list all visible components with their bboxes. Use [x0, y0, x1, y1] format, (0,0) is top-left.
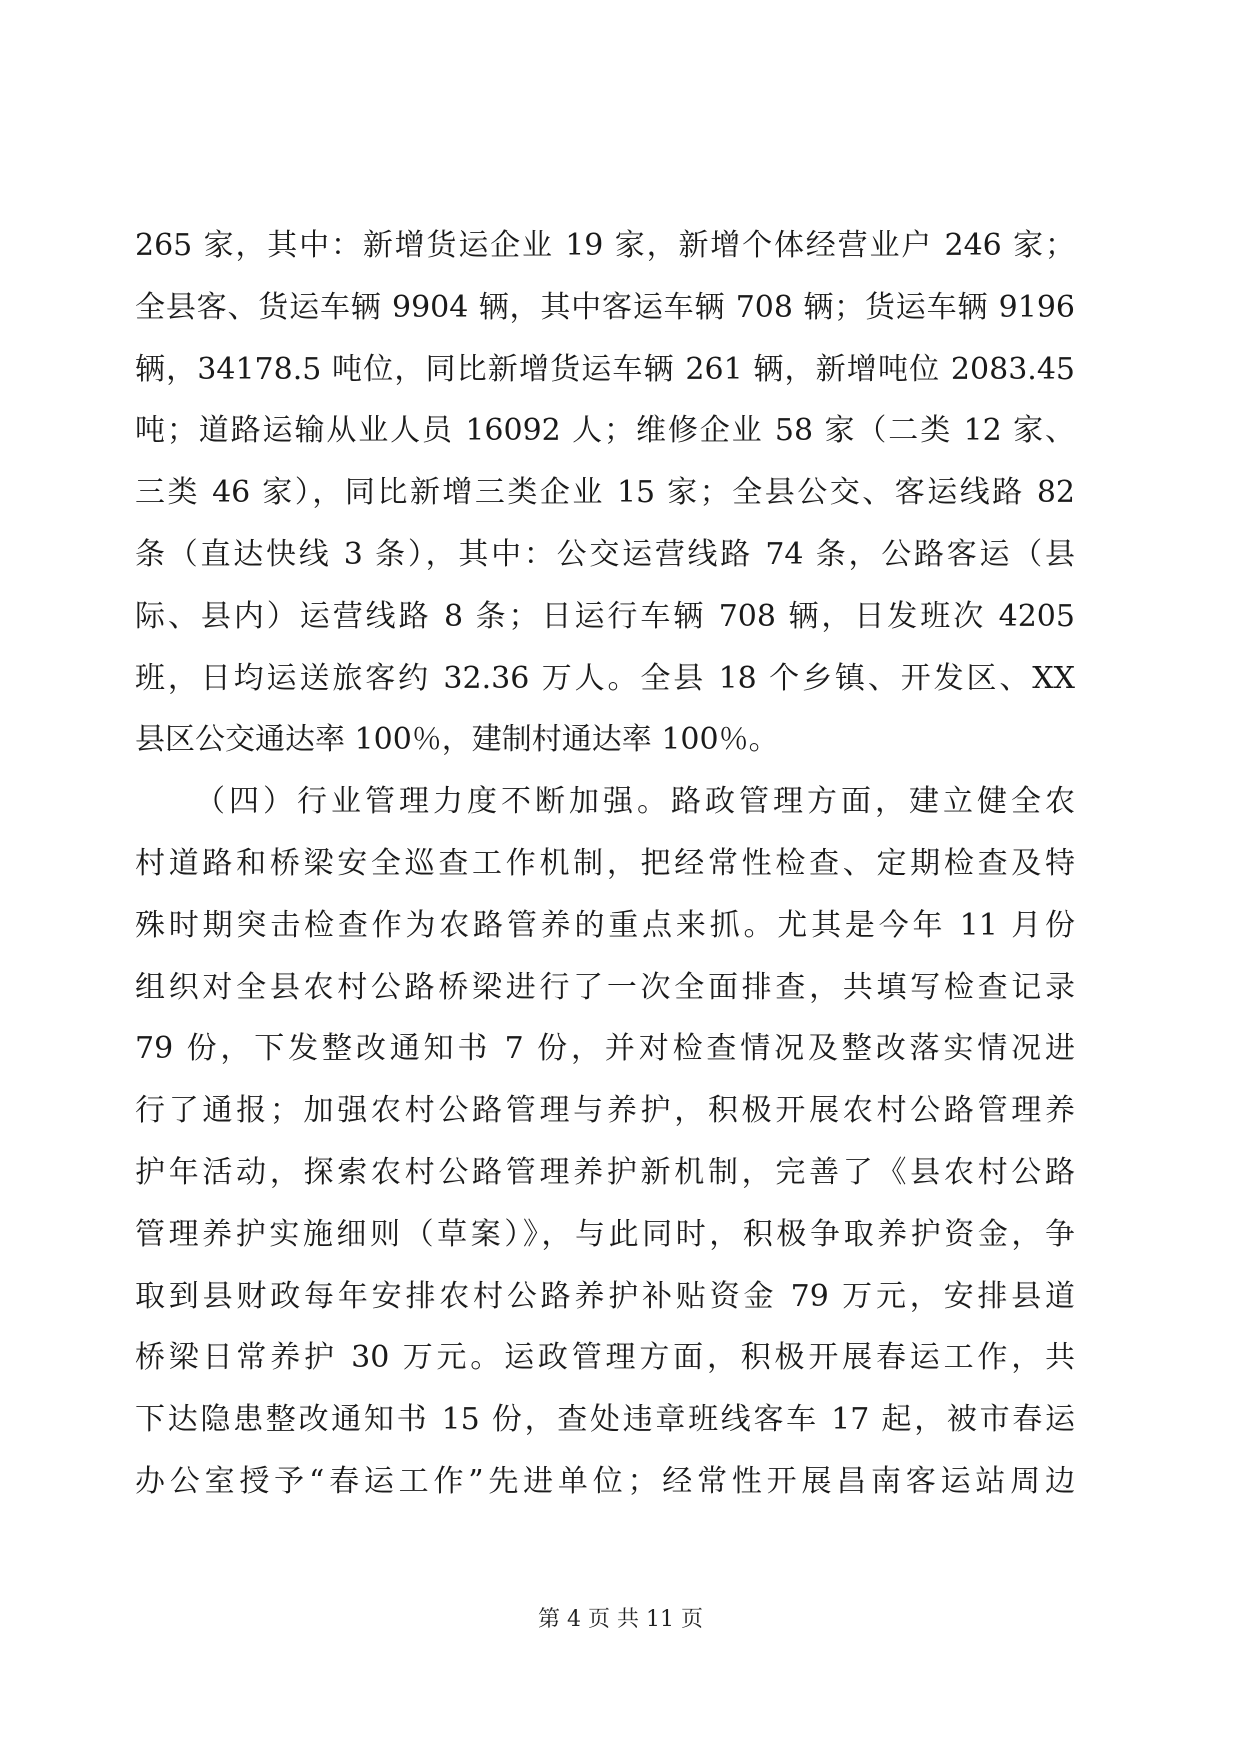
text-line: 265 家，其中：新增货运企业 19 家，新增个体经营业户 246 家； — [135, 228, 1075, 263]
text-line: 条（直达快线 3 条），其中：公交运营线路 74 条，公路客运（县 — [135, 536, 1075, 572]
text-line: 桥梁日常养护 30 万元。运政管理方面，积极开展春运工作，共 — [135, 1340, 1075, 1376]
body-text — [135, 215, 1075, 1513]
section-heading-line: （四）行业管理力度不断加强。路政管理方面，建立健全农 — [195, 784, 1075, 820]
text-line: 管理养护实施细则（草案）》，与此同时，积极争取养护资金，争 — [135, 1216, 1075, 1252]
text-line: 际、县内）运营线路 8 条；日运行车辆 708 辆，日发班次 4205 — [135, 598, 1075, 634]
paragraph-end-line: 县区公交通达率 100％，建制村通达率 100％。 — [135, 722, 779, 758]
text-line: 行了通报；加强农村公路管理与养护，积极开展农村公路管理养 — [135, 1093, 1075, 1129]
text-line: 办公室授予“春运工作”先进单位；经常性开展昌南客运站周边 — [135, 1463, 1075, 1499]
page-number-footer: 第 4 页 共 11 页 — [538, 1607, 703, 1632]
text-line: 下达隐患整改通知书 15 份，查处违章班线客车 17 起，被市春运 — [135, 1402, 1075, 1438]
text-line: 吨；道路运输从业人员 16092 人；维修企业 58 家（二类 12 家、 — [135, 413, 1075, 449]
text-line: 全县客、货运车辆 9904 辆，其中客运车辆 708 辆；货运车辆 9196 — [135, 289, 1075, 325]
text-line: 村道路和桥梁安全巡查工作机制，把经常性检查、定期检查及特 — [135, 845, 1075, 881]
text-line: 班，日均运送旅客约 32.36 万人。全县 18 个乡镇、开发区、XX — [135, 660, 1075, 696]
text-line: 79 份，下发整改通知书 7 份，并对检查情况及整改落实情况进 — [135, 1031, 1075, 1067]
text-line: 殊时期突击检查作为农路管养的重点来抓。尤其是今年 11 月份 — [135, 907, 1075, 943]
text-line: 三类 46 家），同比新增三类企业 15 家；全县公交、客运线路 82 — [135, 475, 1075, 511]
text-line: 取到县财政每年安排农村公路养护补贴资金 79 万元，安排县道 — [135, 1278, 1075, 1314]
text-line: 组织对全县农村公路桥梁进行了一次全面排查，共填写检查记录 — [135, 969, 1075, 1005]
text-line: 护年活动，探索农村公路管理养护新机制，完善了《县农村公路 — [135, 1154, 1075, 1190]
text-line: 辆，34178.5 吨位，同比新增货运车辆 261 辆，新增吨位 2083.45 — [135, 351, 1075, 387]
